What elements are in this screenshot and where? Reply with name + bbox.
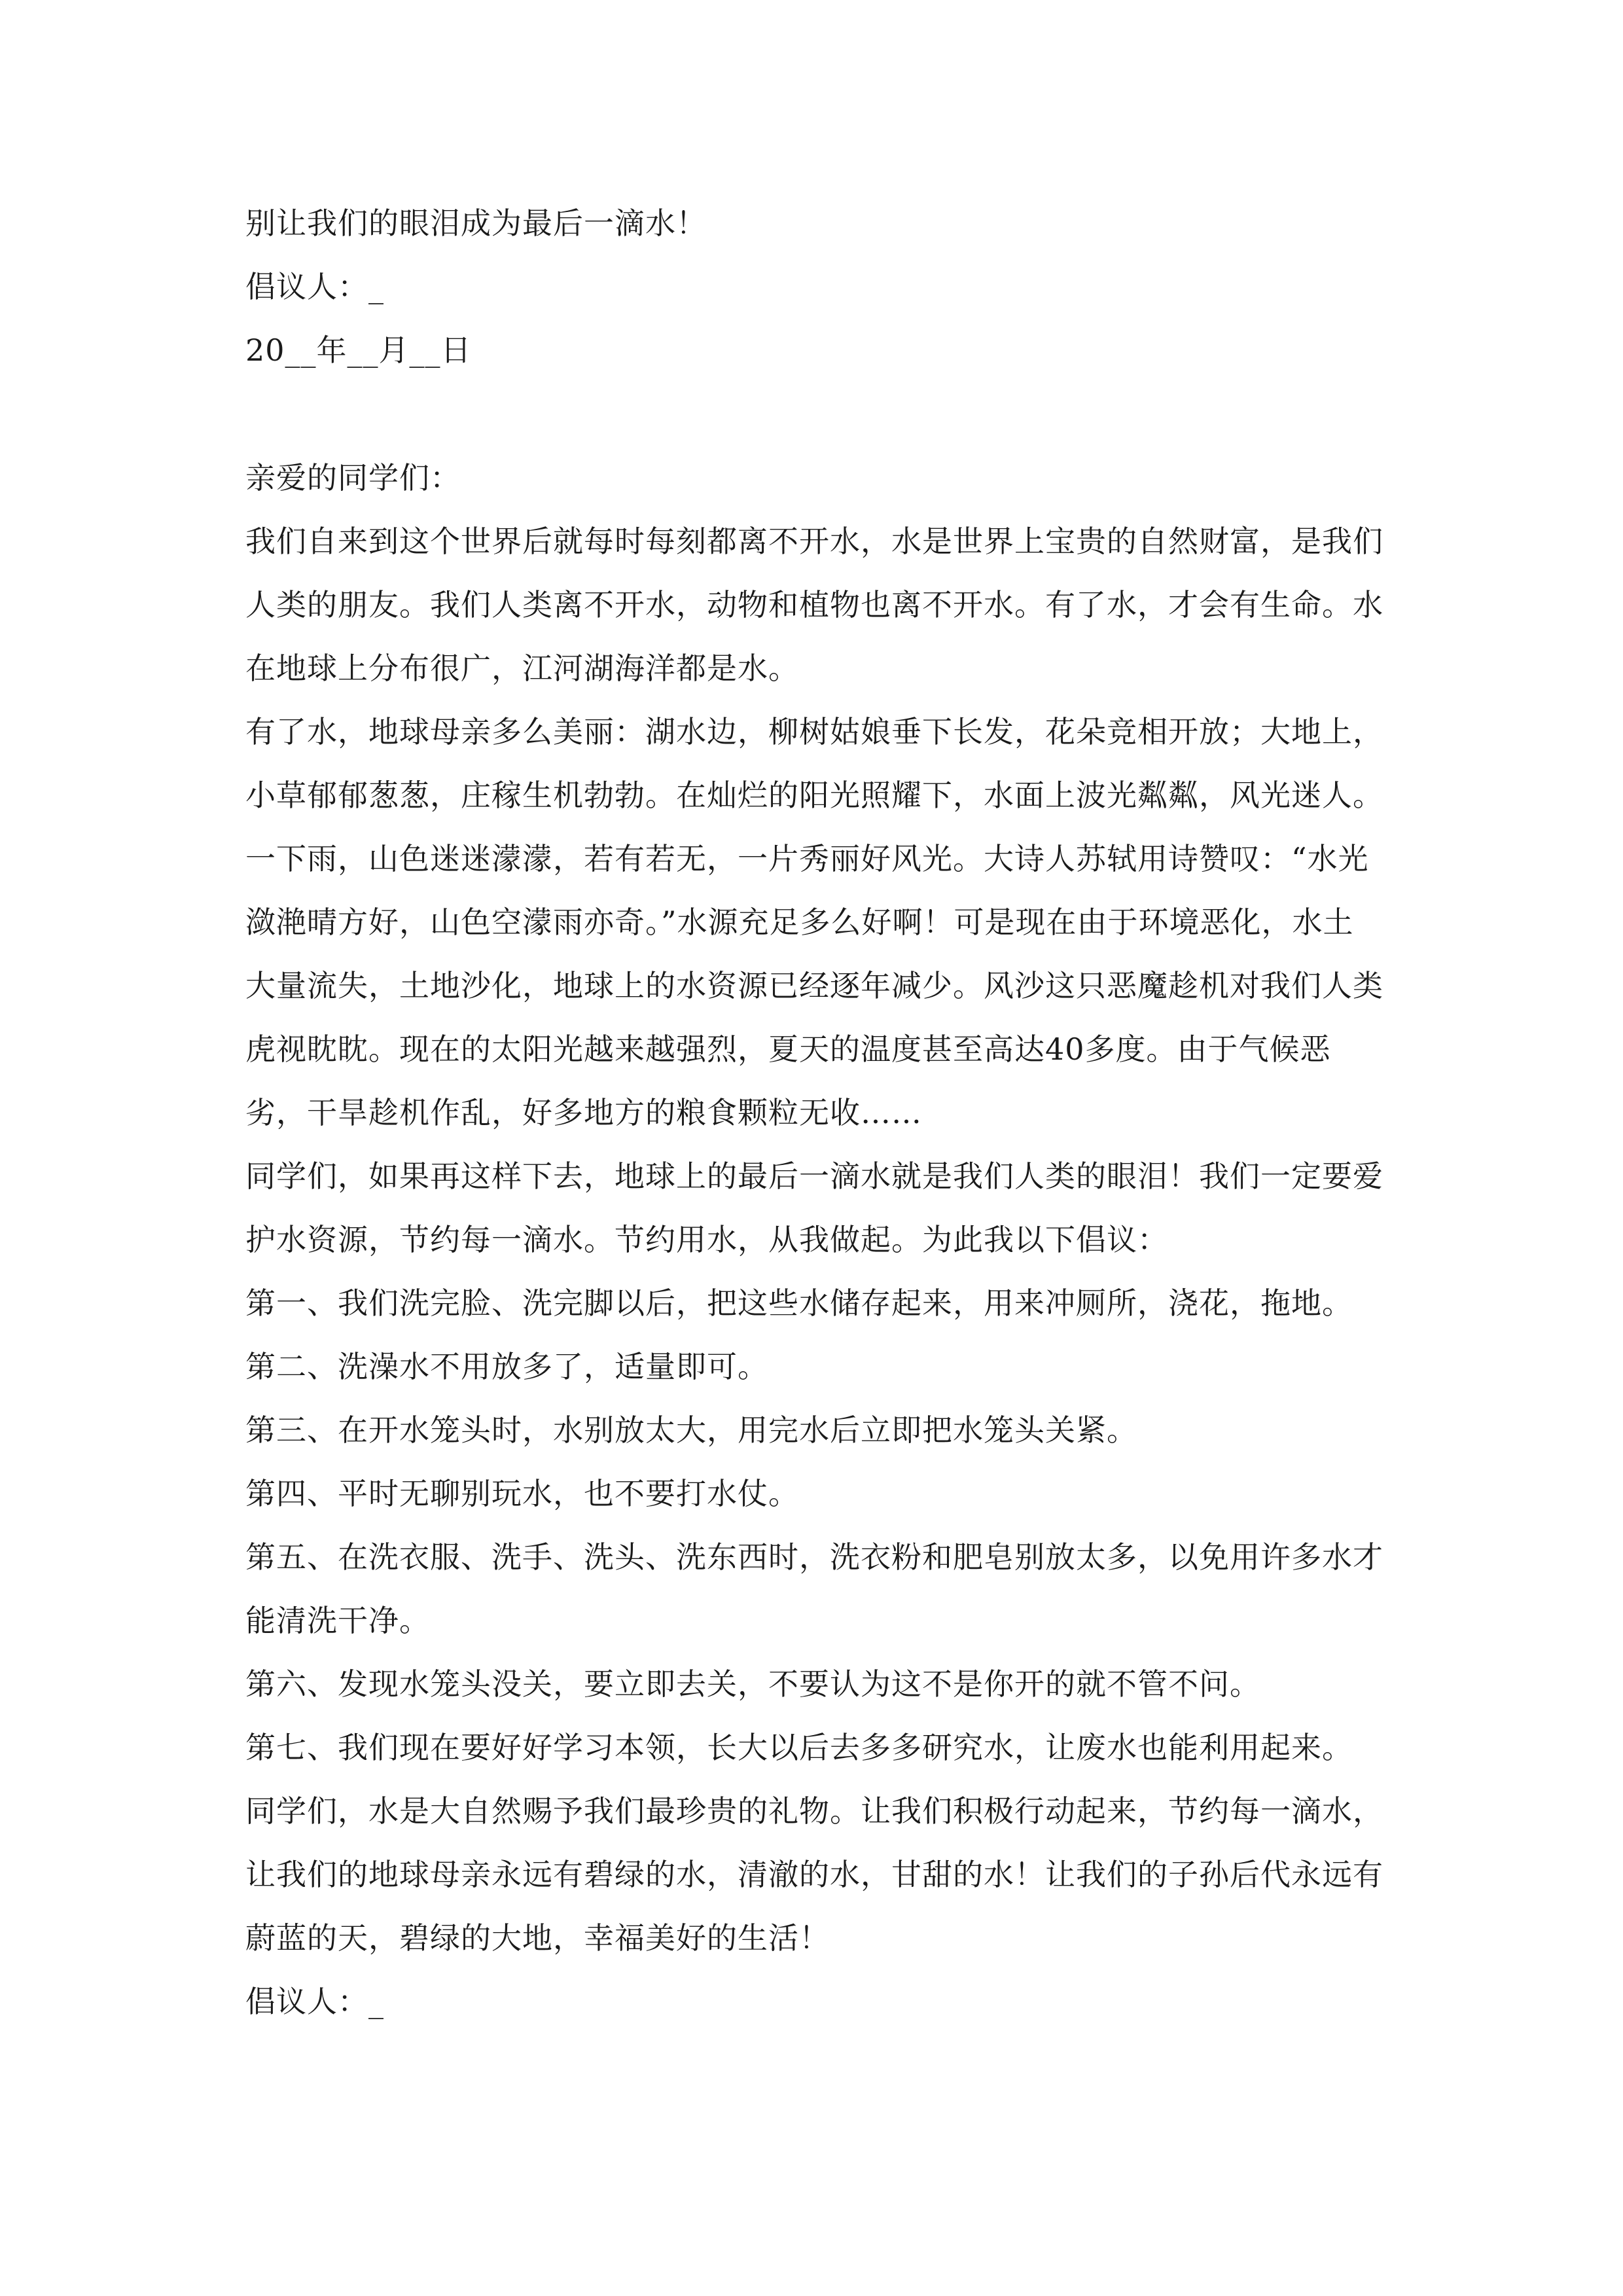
proposal-3: 第三、在开水笼头时，水别放太大，用完水后立即把水笼头关紧。: [245, 1412, 1137, 1448]
date-line: 20__年__月__日: [245, 332, 472, 368]
initiator-line-bottom: 倡议人：_: [245, 1984, 384, 2019]
paragraph-intro: 我们自来到这个世界后就每时每刻都离不开水，水是世界上宝贵的自然财富，是我们人类的朋友。我们人类离不开水，动物和植物也离不开水。有了水，才会有生命。水在地球上分布很广，江河湖海洋都是水。: [245, 524, 1383, 686]
initiator-line: 倡议人：_: [245, 269, 384, 304]
greeting: 亲爱的同学们：: [245, 460, 461, 495]
letter-body: [245, 446, 1384, 2034]
proposal-4: 第四、平时无聊别玩水，也不要打水仗。: [245, 1476, 799, 1511]
proposal-5: 第五、在洗衣服、洗手、洗头、洗东西时，洗衣粉和肥皂别放太多，以免用许多水才能清洗干净。: [245, 1539, 1383, 1638]
proposal-6: 第六、发现水笼头没关，要立即去关，不要认为这不是你开的就不管不问。: [245, 1666, 1260, 1702]
paragraph-closing: 同学们，水是大自然赐予我们最珍贵的礼物。让我们积极行动起来，节约每一滴水，让我们的地球母亲永远有碧绿的水，清澈的水，甘甜的水！让我们的子孙后代永远有蔚蓝的天，碧绿的大地，幸福美好的生活！: [245, 1793, 1383, 1956]
proposal-7: 第七、我们现在要好好学习本领，长大以后去多多研究水，让废水也能利用起来。: [245, 1730, 1353, 1765]
slogan-line: 别让我们的眼泪成为最后一滴水！: [245, 206, 707, 241]
proposal-2: 第二、洗澡水不用放多了，适量即可。: [245, 1349, 768, 1384]
paragraph-beauty: 有了水，地球母亲多么美丽：湖水边，柳树姑娘垂下长发，花朵竞相开放；大地上，小草郁郁葱葱，庄稼生机勃勃。在灿烂的阳光照耀下，水面上波光粼粼，风光迷人。一下雨，山色迷迷濛濛，若有若无，一片秀丽好风光。大诗人苏轼用诗赞叹：“水光潋滟晴方好，山色空濛雨亦奇。”水源充足多么好啊！可是现在由于环境恶化，水土大量流失，土地沙化，地球上的水资源已经逐年减少。风沙这只恶魔趁机对我们人类虎视眈眈。现在的太阳光越来越强烈，夏天的温度甚至高达40多度。由于气候恶劣，干旱趁机作乱，好多地方的粮食颗粒无收……: [245, 714, 1383, 1130]
proposal-1: 第一、我们洗完脸、洗完脚以后，把这些水储存起来，用来冲厕所，浇花，拖地。: [245, 1285, 1353, 1321]
paragraph-call: 同学们，如果再这样下去，地球上的最后一滴水就是我们人类的眼泪！我们一定要爱护水资源，节约每一滴水。节约用水，从我做起。为此我以下倡议：: [245, 1158, 1383, 1257]
top-section: [245, 192, 1384, 382]
